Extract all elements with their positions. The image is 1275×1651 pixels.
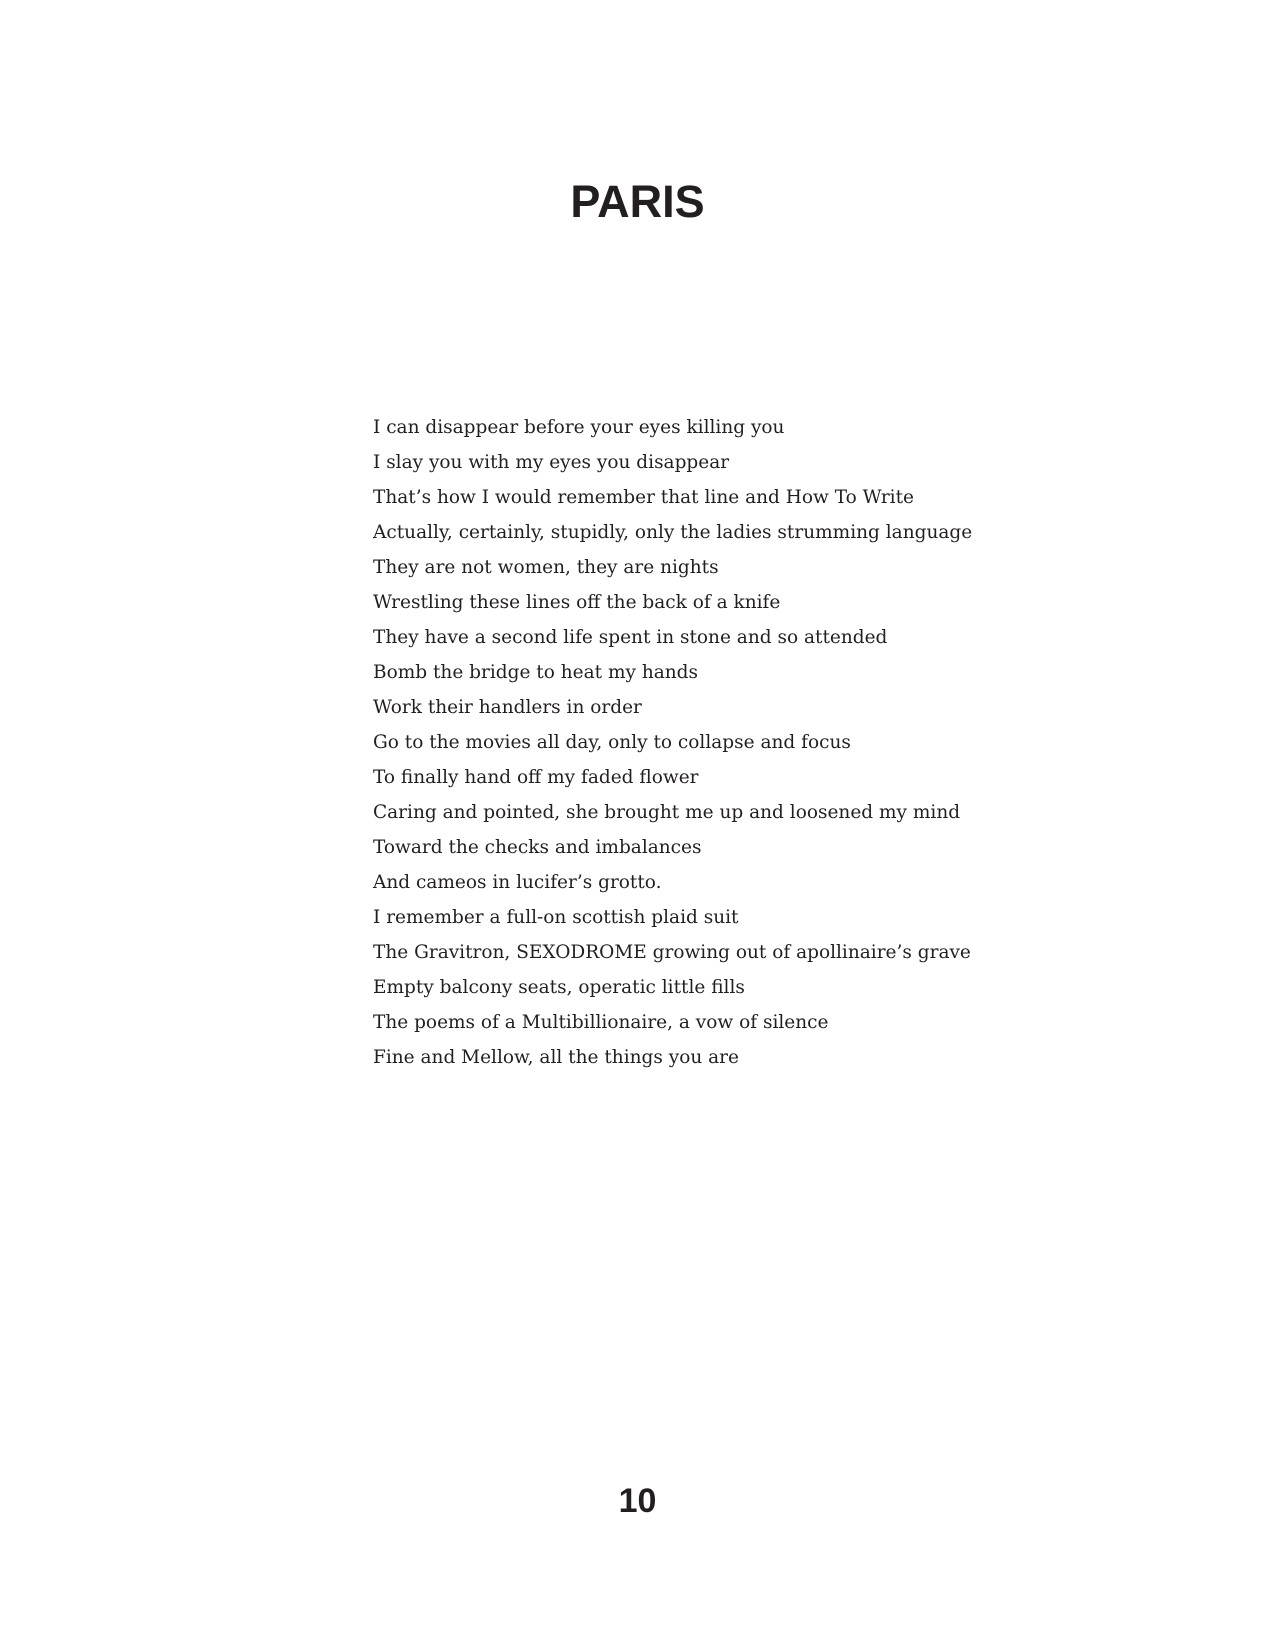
poem-line: Caring and pointed, she brought me up and loosened my mind xyxy=(373,802,961,823)
poem-line: I slay you with my eyes you disappear xyxy=(373,452,730,473)
poem-title: PARIS xyxy=(570,176,705,227)
poem-line: Empty balcony seats, operatic little fills xyxy=(373,977,745,998)
poem-body xyxy=(373,410,1013,1075)
poem-line: The Gravitron, SEXODROME growing out of apollinaire’s grave xyxy=(373,942,971,963)
poem-line: Go to the movies all day, only to collapse and focus xyxy=(373,732,851,753)
poem-line: That’s how I would remember that line and How To Write xyxy=(373,487,914,508)
poem-line: Wrestling these lines off the back of a knife xyxy=(373,592,781,613)
poem-line: They have a second life spent in stone and so attended xyxy=(373,627,888,648)
poem-line: I remember a full-on scottish plaid suit xyxy=(373,907,739,928)
poem-line: Work their handlers in order xyxy=(373,697,642,718)
page-number: 10 xyxy=(618,1482,657,1520)
poem-line: Toward the checks and imbalances xyxy=(373,837,702,858)
poem-line: I can disappear before your eyes killing you xyxy=(373,417,785,438)
poem-line: They are not women, they are nights xyxy=(373,557,719,578)
poem-line: And cameos in lucifer’s grotto. xyxy=(373,872,662,893)
poem-line: The poems of a Multibillionaire, a vow of silence xyxy=(373,1012,829,1033)
poem-line: Bomb the bridge to heat my hands xyxy=(373,662,699,683)
poem-line: To finally hand off my faded flower xyxy=(373,767,699,788)
poem-line: Fine and Mellow, all the things you are xyxy=(373,1047,739,1068)
poem-line: Actually, certainly, stupidly, only the ladies strumming language xyxy=(373,522,973,543)
